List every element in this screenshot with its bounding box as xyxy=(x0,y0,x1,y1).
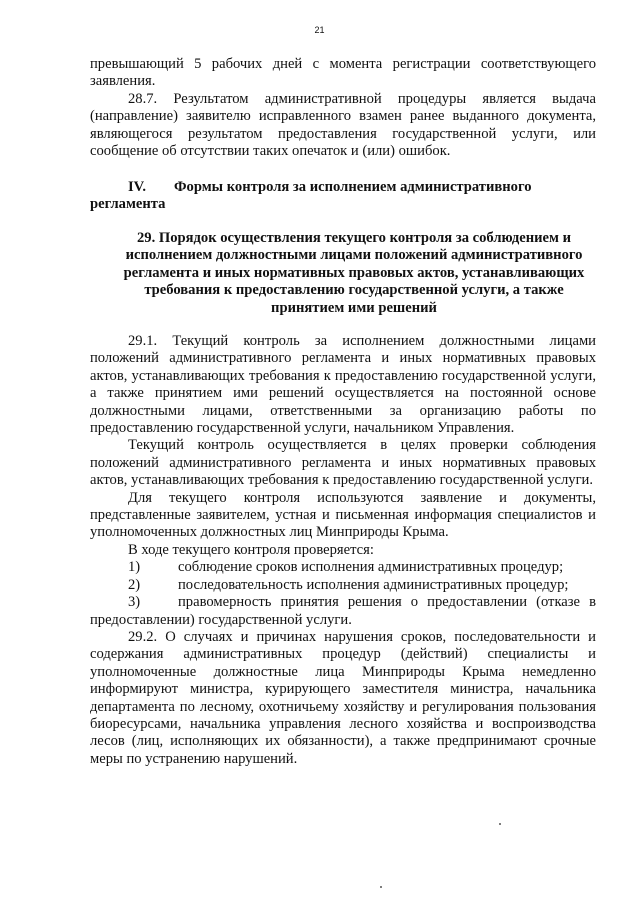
list-text: последовательность исполнения административных процедур; xyxy=(178,576,569,593)
section-title: Формы контроля за исполнением административного регламента xyxy=(90,179,532,212)
list-marker: 2) xyxy=(128,576,141,593)
list-marker: 3) xyxy=(128,594,141,611)
list-marker: 1) xyxy=(128,559,141,576)
list-text: правомерность принятия решения о предоставлении (отказе в предоставлении) государственной услуги. xyxy=(90,594,596,628)
paragraph-control-sources: Для текущего контроля используются заявление и документы, представленные заявителем, устная и письменная информация специалистов и уполномоченных должностных лиц Минприроды Крыма. xyxy=(90,489,596,541)
scan-speck xyxy=(380,886,382,888)
paragraph-29-2: 29.2. О случаях и причинах нарушения сроков, последовательности и содержания административных процедур (действий) специалисты и уполномоченные должностные лица Минприроды Крыма немедленно информируют министра, курирующего заместителя министра, начальника департамента по лесному, охотничьему хозяйству и регулирования пользования биоресурсами, начальника управления лесного хозяйства и воспроизводства лесов (лиц, исполняющих их обязанности), а также предпринимают срочные меры по устранению нарушений. xyxy=(90,628,596,767)
paragraph-29-1: 29.1. Текущий контроль за исполнением должностными лицами положений административного регламента и иных нормативных правовых актов, устанавливающих требования к предоставлению государственной услуги, а также принятием ими решений осуществляется на постоянной основе должностными лицами, ответственными за организацию работы по предоставлению государственной услуги, начальником Управления. xyxy=(90,333,596,437)
section-number: IV. xyxy=(128,179,146,195)
list-item xyxy=(90,577,596,594)
section-heading xyxy=(90,179,596,213)
top-text-block xyxy=(90,56,596,160)
paragraph-control-purpose: Текущий контроль осуществляется в целях проверки соблюдения положений административного регламента и иных нормативных правовых актов, устанавливающих требования к предоставлению государственной услуги. xyxy=(90,437,596,489)
list-item xyxy=(90,559,596,576)
paragraph-checked-items: В ходе текущего контроля проверяется: xyxy=(128,541,374,558)
continuation-paragraph: превышающий 5 рабочих дней с момента регистрации соответствующего заявления. xyxy=(90,56,596,90)
main-text-block xyxy=(90,333,596,768)
scan-speck xyxy=(499,823,501,825)
list-item xyxy=(90,594,596,629)
subsection-heading: 29. Порядок осуществления текущего контроля за соблюдением и исполнением должностными лицами положений административного регламента и иных нормативных правовых актов, устанавливающих требования к предоставлению государственной услуги, а также принятием ими решений xyxy=(123,230,585,316)
list-text: соблюдение сроков исполнения административных процедур; xyxy=(178,559,564,576)
page-number: 21 xyxy=(314,25,325,35)
paragraph-28-7: 28.7. Результатом административной процедуры является выдача (направление) заявителю исправленного взамен ранее выданного документа, являющегося результатом предоставления государственной услуги, или сообщение об отсутствии таких опечаток и (или) ошибок. xyxy=(90,90,596,160)
